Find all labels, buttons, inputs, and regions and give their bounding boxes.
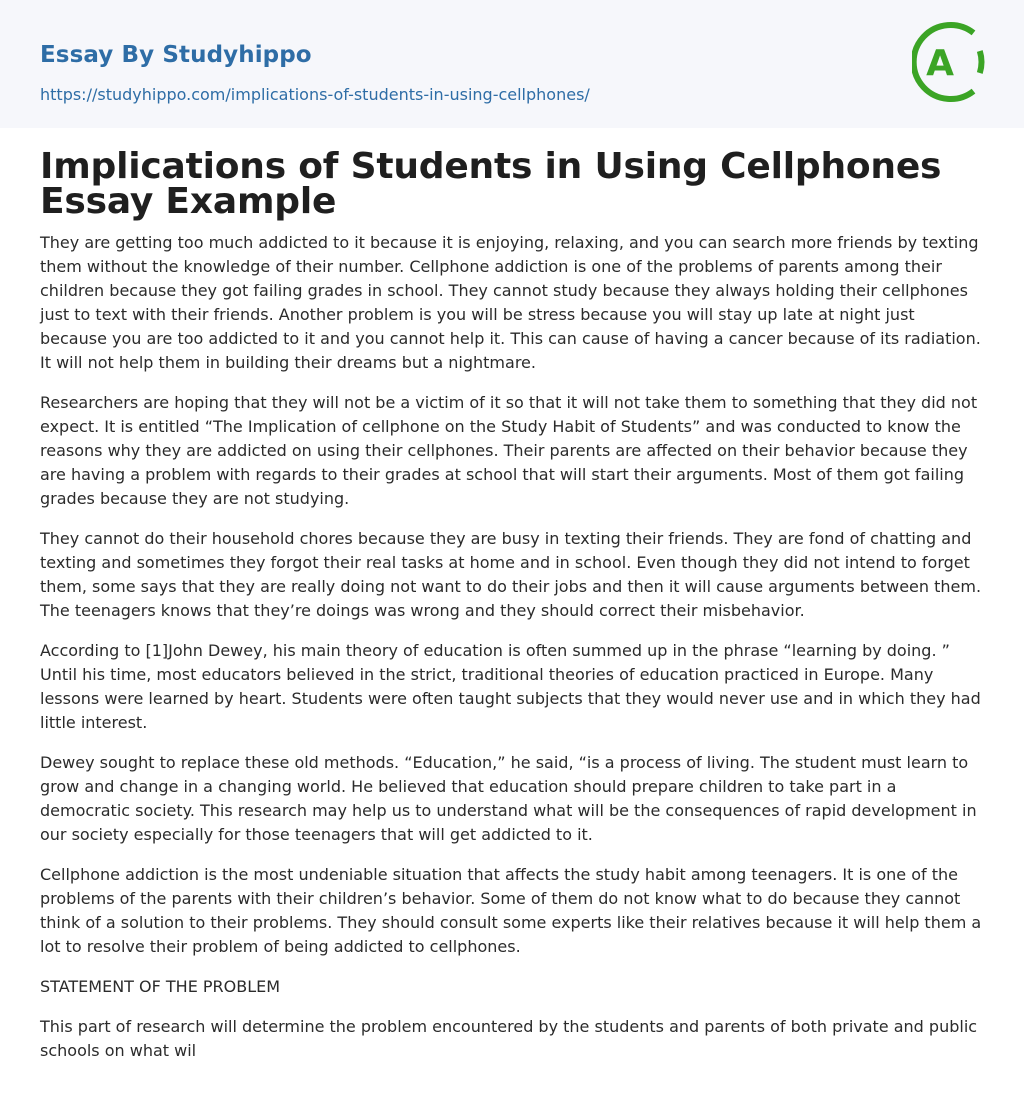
essay-paragraph-1: They are getting too much addicted to it because it is enjoying, relaxing, and you can search more friends by texting them without the knowledge of their number. Cellphone addiction is one of the problems of parents among their children because they got failing grades in school. They cannot study because they always holding their cellphones just to text with their friends. Another problem is you will be stress because you will stay up late at night just because you are too addicted to it and you cannot help it. This can cause of having a cancer because of its radiation. It will not help them in building their dreams but a nightmare. (40, 233, 981, 372)
essay-title: Implications of Students in Using Cellphones Essay Example (40, 146, 942, 222)
site-brand[interactable]: Essay By Studyhippo (40, 42, 312, 68)
logo-letter: A (926, 43, 954, 84)
article-body (0, 128, 1024, 1063)
section-heading: STATEMENT OF THE PROBLEM (40, 977, 281, 996)
page-header (0, 0, 1024, 128)
essay-paragraph-final: This part of research will determine the problem encountered by the students and parents of both private and public schools on what wil (40, 1017, 978, 1060)
essay-paragraph-2: Researchers are hoping that they will not be a victim of it so that it will not take them to something that they did not expect. It is entitled “The Implication of cellphone on the Study Habit of Students” and was conducted to know the reasons why they are addicted on using their cellphones. Their parents are affected on their behavior because they are having a problem with regards to their grades at school that will start their arguments. Most of them got failing grades because they are not studying. (40, 393, 978, 508)
studyhippo-logo-icon[interactable] (912, 18, 988, 106)
essay-paragraph-5: Dewey sought to replace these old methods. “Education,” he said, “is a process of living. The student must learn to grow and change in a changing world. He believed that education should prepare children to take part in a democratic society. This research may help us to understand what will be the consequences of rapid development in our society especially for those teenagers that will get addicted to it. (40, 753, 977, 844)
essay-paragraph-6: Cellphone addiction is the most undeniable situation that affects the study habit among teenagers. It is one of the problems of the parents with their children’s behavior. Some of them do not know what to do because they cannot think of a solution to their problems. They should consult some experts like their relatives because it will help them a lot to resolve their problem of being addicted to cellphones. (40, 865, 982, 956)
essay-url-link[interactable]: https://studyhippo.com/implications-of-students-in-using-cellphones/ (40, 85, 590, 104)
essay-paragraph-3: They cannot do their household chores because they are busy in texting their friends. They are fond of chatting and texting and sometimes they forgot their real tasks at home and in school. Even though they did not intend to forget them, some says that they are really doing not want to do their jobs and then it will cause arguments between them. The teenagers knows that they’re doings was wrong and they should correct their misbehavior. (40, 529, 982, 620)
essay-paragraph-4: According to [1]John Dewey, his main theory of education is often summed up in the phrase “learning by doing. ” Until his time, most educators believed in the strict, traditional theories of education practiced in Europe. Many lessons were learned by heart. Students were often taught subjects that they would never use and in which they had little interest. (40, 641, 981, 732)
